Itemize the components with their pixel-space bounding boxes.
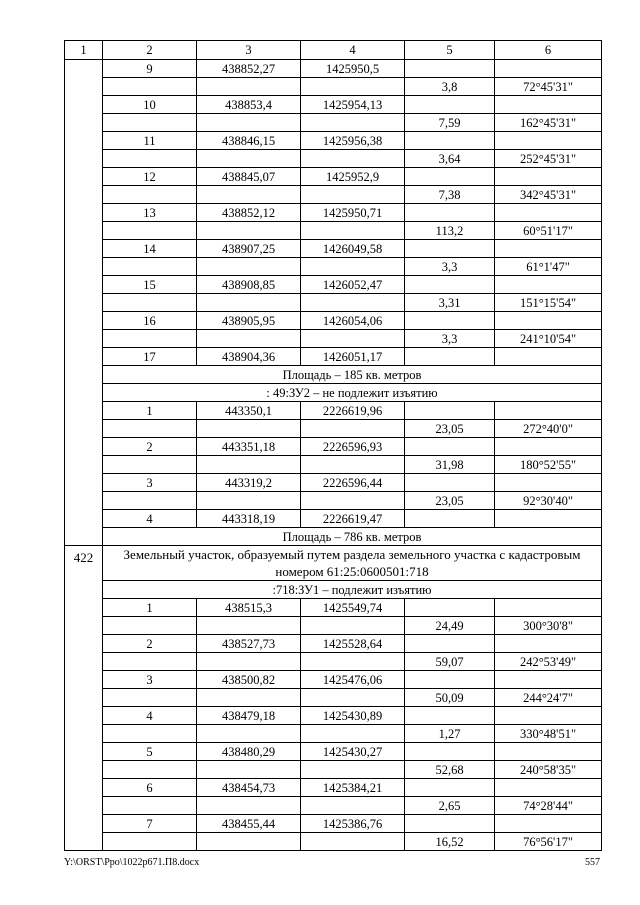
empty-cell — [405, 635, 495, 653]
point-number: 17 — [103, 348, 197, 366]
empty-cell — [405, 474, 495, 492]
coordinate-y: 2226596,93 — [301, 438, 405, 456]
segment-length: 7,38 — [405, 186, 495, 204]
footer-page-number: 557 — [585, 857, 600, 868]
table-header-row — [65, 41, 602, 60]
point-number: 16 — [103, 312, 197, 330]
empty-cell — [405, 510, 495, 528]
table-row — [65, 96, 602, 114]
table-row — [65, 132, 602, 150]
footer-file-path: Y:\ORST\Ppo\1022p671.П8.docx — [64, 857, 200, 868]
coordinate-x: 438845,07 — [197, 168, 301, 186]
empty-cell — [405, 276, 495, 294]
table-row — [65, 240, 602, 258]
empty-cell — [301, 186, 405, 204]
table-row — [65, 438, 602, 456]
coordinate-x: 438853,4 — [197, 96, 301, 114]
header-cell-2: 2 — [103, 41, 197, 60]
table-row — [65, 456, 602, 474]
empty-cell — [103, 617, 197, 635]
table-row — [65, 671, 602, 689]
empty-cell — [301, 456, 405, 474]
empty-cell — [495, 60, 602, 78]
empty-cell — [103, 222, 197, 240]
coordinate-y: 2226596,44 — [301, 474, 405, 492]
direction-angle: 60°51'17" — [495, 222, 602, 240]
table-row — [65, 581, 602, 599]
empty-cell — [301, 330, 405, 348]
segment-length: 23,05 — [405, 420, 495, 438]
point-number: 15 — [103, 276, 197, 294]
table-row — [65, 60, 602, 78]
direction-angle: 242°53'49" — [495, 653, 602, 671]
row-number-cell: 422 — [65, 546, 103, 851]
empty-cell — [197, 150, 301, 168]
empty-cell — [301, 492, 405, 510]
coordinate-x: 438852,12 — [197, 204, 301, 222]
empty-cell — [301, 222, 405, 240]
point-number: 10 — [103, 96, 197, 114]
coordinate-x: 438479,18 — [197, 707, 301, 725]
empty-cell — [495, 276, 602, 294]
empty-cell — [197, 617, 301, 635]
point-number: 4 — [103, 707, 197, 725]
empty-cell — [197, 330, 301, 348]
empty-cell — [495, 312, 602, 330]
empty-cell — [103, 456, 197, 474]
empty-cell — [405, 168, 495, 186]
empty-cell — [103, 725, 197, 743]
empty-cell — [103, 114, 197, 132]
direction-angle: 92°30'40" — [495, 492, 602, 510]
point-number: 6 — [103, 779, 197, 797]
point-number: 2 — [103, 438, 197, 456]
point-number: 7 — [103, 815, 197, 833]
empty-cell — [405, 743, 495, 761]
segment-length: 3,8 — [405, 78, 495, 96]
coordinate-x: 438907,25 — [197, 240, 301, 258]
point-number: 9 — [103, 60, 197, 78]
table-row — [65, 510, 602, 528]
coordinate-y: 2226619,47 — [301, 510, 405, 528]
empty-cell — [301, 420, 405, 438]
empty-cell — [495, 168, 602, 186]
table-row — [65, 761, 602, 779]
coordinate-y: 1425384,21 — [301, 779, 405, 797]
header-cell-5: 5 — [405, 41, 495, 60]
coordinates-table — [64, 40, 602, 851]
table-row — [65, 420, 602, 438]
table-row — [65, 204, 602, 222]
table-row — [65, 599, 602, 617]
segment-length: 3,64 — [405, 150, 495, 168]
header-cell-3: 3 — [197, 41, 301, 60]
table-row — [65, 743, 602, 761]
point-number: 14 — [103, 240, 197, 258]
table-row — [65, 474, 602, 492]
empty-cell — [495, 240, 602, 258]
coordinate-x: 443351,18 — [197, 438, 301, 456]
table-row — [65, 725, 602, 743]
empty-cell — [103, 78, 197, 96]
coordinate-y: 1425956,38 — [301, 132, 405, 150]
empty-cell — [103, 330, 197, 348]
empty-cell — [197, 222, 301, 240]
direction-angle: 72°45'31" — [495, 78, 602, 96]
table-row — [65, 617, 602, 635]
table-row — [65, 222, 602, 240]
empty-cell — [495, 707, 602, 725]
coordinate-x: 438500,82 — [197, 671, 301, 689]
empty-cell — [495, 779, 602, 797]
point-number: 5 — [103, 743, 197, 761]
table-row — [65, 707, 602, 725]
coordinate-x: 438515,3 — [197, 599, 301, 617]
direction-angle: 240°58'35" — [495, 761, 602, 779]
empty-cell — [405, 60, 495, 78]
empty-cell — [103, 797, 197, 815]
empty-cell — [301, 761, 405, 779]
empty-cell — [405, 438, 495, 456]
segment-length: 3,3 — [405, 330, 495, 348]
coordinate-x: 438904,36 — [197, 348, 301, 366]
empty-cell — [301, 725, 405, 743]
segment-length: 50,09 — [405, 689, 495, 707]
empty-cell — [495, 671, 602, 689]
coordinate-x: 438527,73 — [197, 635, 301, 653]
direction-angle: 162°45'31" — [495, 114, 602, 132]
empty-cell — [495, 474, 602, 492]
coordinate-y: 1425476,06 — [301, 671, 405, 689]
empty-cell — [495, 510, 602, 528]
empty-cell — [197, 689, 301, 707]
coordinate-y: 2226619,96 — [301, 402, 405, 420]
empty-cell — [495, 402, 602, 420]
empty-cell — [405, 312, 495, 330]
segment-length: 3,31 — [405, 294, 495, 312]
empty-cell — [197, 761, 301, 779]
table-row — [65, 78, 602, 96]
empty-cell — [197, 653, 301, 671]
direction-angle: 244°24'7" — [495, 689, 602, 707]
empty-cell — [405, 132, 495, 150]
direction-angle: 180°52'55" — [495, 456, 602, 474]
empty-cell — [103, 833, 197, 851]
header-cell-1: 1 — [65, 41, 103, 60]
empty-cell — [197, 114, 301, 132]
point-number: 1 — [103, 599, 197, 617]
empty-cell — [103, 258, 197, 276]
table-row — [65, 366, 602, 384]
empty-cell — [495, 132, 602, 150]
empty-cell — [405, 779, 495, 797]
table-row — [65, 186, 602, 204]
empty-cell — [495, 599, 602, 617]
point-number: 3 — [103, 671, 197, 689]
area-label: Площадь – 786 кв. метров — [103, 528, 602, 546]
coordinate-y: 1425549,74 — [301, 599, 405, 617]
coordinate-y: 1426052,47 — [301, 276, 405, 294]
empty-cell — [103, 150, 197, 168]
coordinate-y: 1426054,06 — [301, 312, 405, 330]
segment-length: 3,3 — [405, 258, 495, 276]
segment-length: 23,05 — [405, 492, 495, 510]
coordinate-y: 1426051,17 — [301, 348, 405, 366]
table-row — [65, 258, 602, 276]
empty-cell — [405, 707, 495, 725]
point-number: 4 — [103, 510, 197, 528]
point-number: 13 — [103, 204, 197, 222]
empty-cell — [495, 348, 602, 366]
parcel-description: Земельный участок, образуемый путем раздела земельного участка с кадастровым номером 61:25:0600501:718 — [103, 546, 602, 581]
empty-cell — [197, 797, 301, 815]
empty-cell — [301, 833, 405, 851]
empty-cell — [197, 78, 301, 96]
coordinate-x: 438455,44 — [197, 815, 301, 833]
segment-length: 59,07 — [405, 653, 495, 671]
coordinate-x: 438852,27 — [197, 60, 301, 78]
table-row — [65, 168, 602, 186]
coordinate-x: 443350,1 — [197, 402, 301, 420]
coordinate-x: 438480,29 — [197, 743, 301, 761]
empty-cell — [197, 294, 301, 312]
empty-cell — [301, 78, 405, 96]
empty-cell — [197, 420, 301, 438]
direction-angle: 74°28'44" — [495, 797, 602, 815]
empty-cell — [301, 150, 405, 168]
empty-cell — [405, 348, 495, 366]
table-row — [65, 312, 602, 330]
segment-length: 16,52 — [405, 833, 495, 851]
empty-cell — [197, 833, 301, 851]
coordinate-y: 1425952,9 — [301, 168, 405, 186]
segment-length: 113,2 — [405, 222, 495, 240]
coordinate-y: 1425950,5 — [301, 60, 405, 78]
table-row — [65, 797, 602, 815]
empty-cell — [103, 294, 197, 312]
coordinate-y: 1425954,13 — [301, 96, 405, 114]
table-row — [65, 384, 602, 402]
table-row — [65, 815, 602, 833]
empty-cell — [495, 743, 602, 761]
empty-cell — [495, 204, 602, 222]
empty-cell — [103, 689, 197, 707]
empty-cell — [197, 456, 301, 474]
empty-cell — [301, 689, 405, 707]
empty-cell — [301, 653, 405, 671]
table-row — [65, 833, 602, 851]
direction-angle: 61°1'47" — [495, 258, 602, 276]
direction-angle: 272°40'0" — [495, 420, 602, 438]
table-row — [65, 276, 602, 294]
empty-cell — [405, 204, 495, 222]
coordinate-x: 438846,15 — [197, 132, 301, 150]
table-row — [65, 348, 602, 366]
empty-cell — [197, 258, 301, 276]
empty-cell — [301, 797, 405, 815]
empty-cell — [301, 114, 405, 132]
segment-length: 2,65 — [405, 797, 495, 815]
table-row — [65, 114, 602, 132]
coordinate-x: 438908,85 — [197, 276, 301, 294]
direction-angle: 342°45'31" — [495, 186, 602, 204]
empty-cell — [301, 258, 405, 276]
empty-cell — [103, 186, 197, 204]
direction-angle: 252°45'31" — [495, 150, 602, 168]
header-cell-6: 6 — [495, 41, 602, 60]
empty-cell — [405, 815, 495, 833]
segment-length: 7,59 — [405, 114, 495, 132]
coordinate-y: 1425430,27 — [301, 743, 405, 761]
table-row — [65, 546, 602, 581]
empty-cell — [405, 240, 495, 258]
empty-cell — [405, 671, 495, 689]
segment-length: 31,98 — [405, 456, 495, 474]
empty-cell — [405, 599, 495, 617]
coordinate-y: 1425528,64 — [301, 635, 405, 653]
point-number: 2 — [103, 635, 197, 653]
empty-cell — [405, 96, 495, 114]
table-row — [65, 492, 602, 510]
empty-cell — [495, 438, 602, 456]
row-number-cell — [65, 60, 103, 546]
segment-length: 52,68 — [405, 761, 495, 779]
point-number: 11 — [103, 132, 197, 150]
coordinate-x: 438905,95 — [197, 312, 301, 330]
direction-angle: 241°10'54" — [495, 330, 602, 348]
segment-length: 1,27 — [405, 725, 495, 743]
direction-angle: 330°48'51" — [495, 725, 602, 743]
table-row — [65, 150, 602, 168]
empty-cell — [301, 617, 405, 635]
parcel-title: : 49:ЗУ2 – не подлежит изъятию — [103, 384, 602, 402]
direction-angle: 76°56'17" — [495, 833, 602, 851]
coordinate-y: 1425950,71 — [301, 204, 405, 222]
empty-cell — [197, 492, 301, 510]
empty-cell — [103, 761, 197, 779]
coordinate-x: 443319,2 — [197, 474, 301, 492]
table-row — [65, 528, 602, 546]
empty-cell — [197, 186, 301, 204]
table-row — [65, 402, 602, 420]
empty-cell — [495, 96, 602, 114]
coordinate-y: 1426049,58 — [301, 240, 405, 258]
coordinate-x: 443318,19 — [197, 510, 301, 528]
coordinate-x: 438454,73 — [197, 779, 301, 797]
coordinate-y: 1425386,76 — [301, 815, 405, 833]
empty-cell — [301, 294, 405, 312]
point-number: 3 — [103, 474, 197, 492]
empty-cell — [405, 402, 495, 420]
direction-angle: 151°15'54" — [495, 294, 602, 312]
coordinate-y: 1425430,89 — [301, 707, 405, 725]
table-row — [65, 653, 602, 671]
empty-cell — [495, 635, 602, 653]
point-number: 12 — [103, 168, 197, 186]
empty-cell — [197, 725, 301, 743]
table-row — [65, 779, 602, 797]
header-cell-4: 4 — [301, 41, 405, 60]
empty-cell — [103, 420, 197, 438]
table-row — [65, 330, 602, 348]
point-number: 1 — [103, 402, 197, 420]
segment-length: 24,49 — [405, 617, 495, 635]
direction-angle: 300°30'8" — [495, 617, 602, 635]
empty-cell — [103, 653, 197, 671]
coordinates-table-body — [65, 41, 602, 851]
table-row — [65, 635, 602, 653]
table-row — [65, 294, 602, 312]
area-label: Площадь – 185 кв. метров — [103, 366, 602, 384]
parcel-title: :718:ЗУ1 – подлежит изъятию — [103, 581, 602, 599]
empty-cell — [103, 492, 197, 510]
table-row — [65, 689, 602, 707]
empty-cell — [495, 815, 602, 833]
